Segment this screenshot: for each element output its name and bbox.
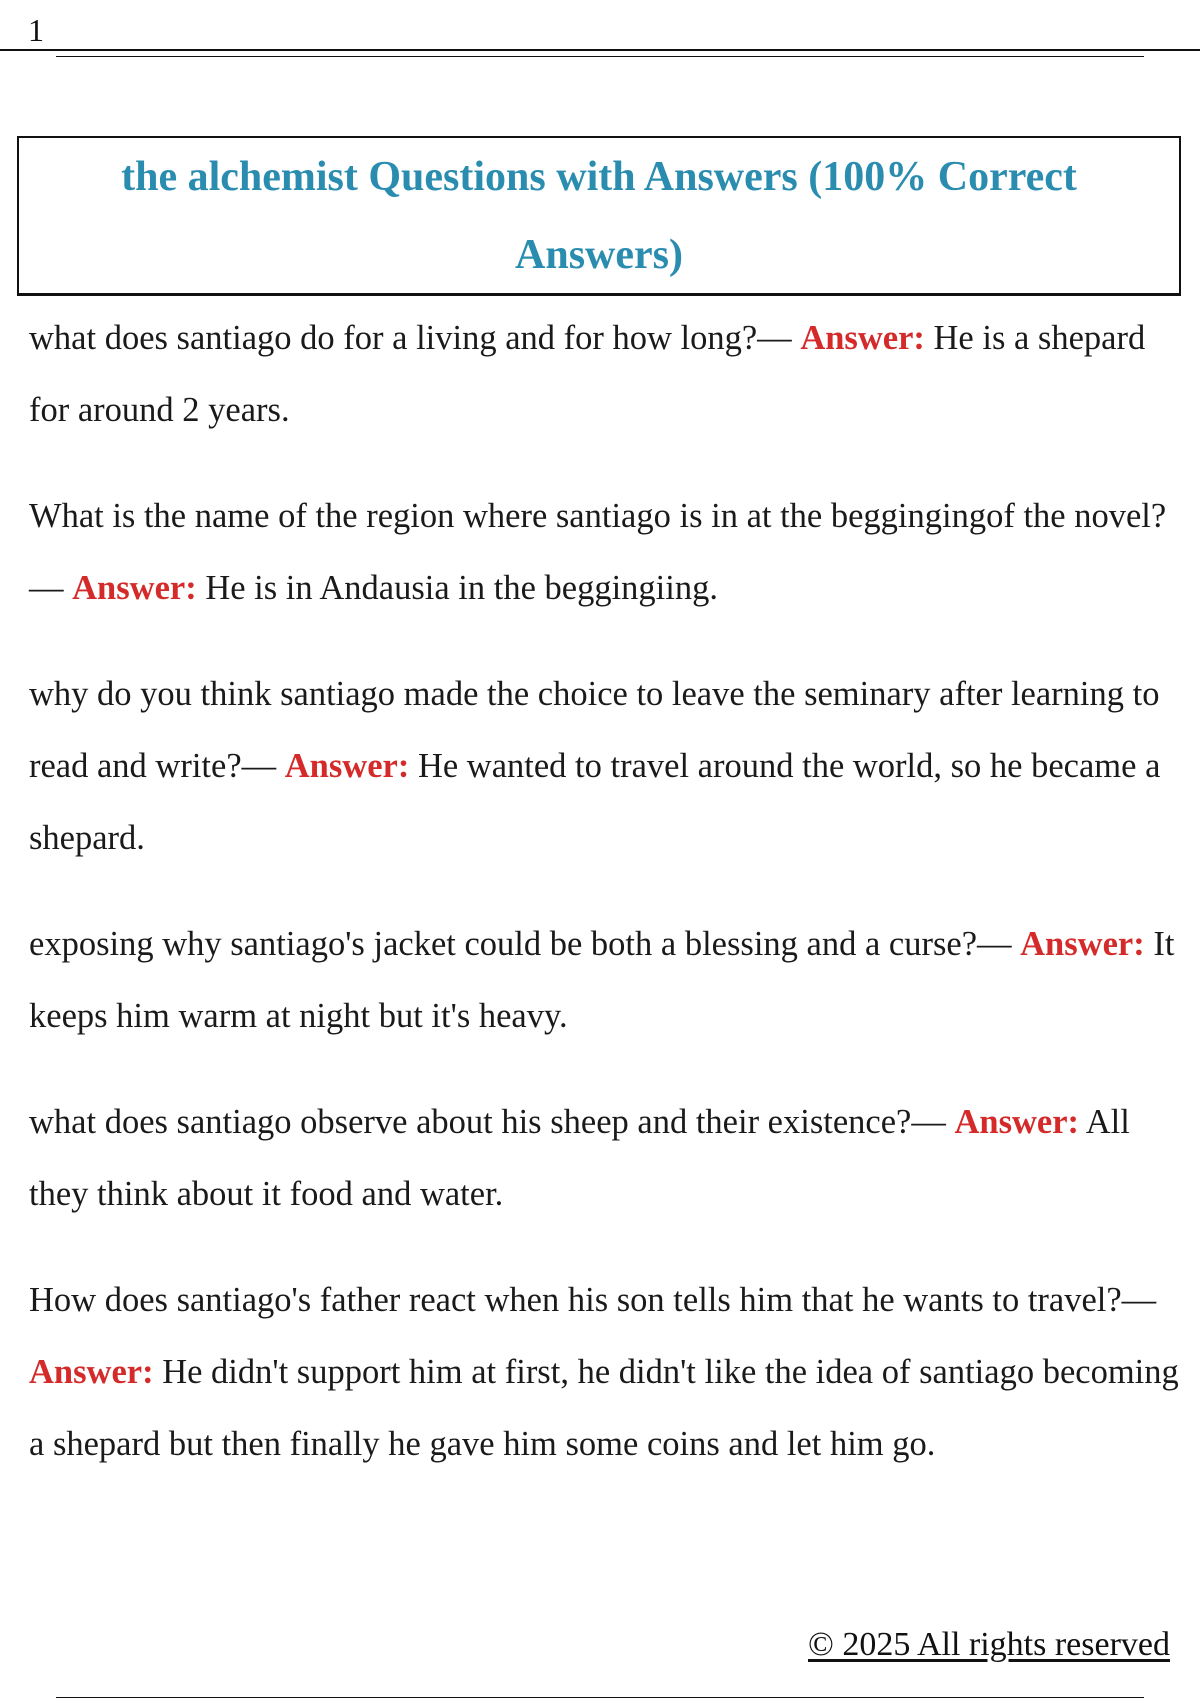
qa-item	[29, 1086, 1179, 1230]
header-rule-inner	[56, 56, 1144, 57]
question-text: What is the name of the region where santiago is in at the beggingingof the novel?—	[29, 497, 1167, 607]
qa-item	[29, 908, 1179, 1052]
answer-text: It keeps him warm at night but it's heavy.	[29, 925, 1175, 1035]
answer-label: Answer:	[29, 1353, 154, 1391]
question-text: How does santiago's father react when his son tells him that he wants to travel?—	[29, 1281, 1157, 1319]
answer-label: Answer:	[800, 319, 925, 357]
page-number: 1	[28, 12, 44, 48]
qa-item	[29, 480, 1179, 624]
footer-rule	[56, 1697, 1144, 1698]
answer-label: Answer:	[954, 1103, 1080, 1141]
qa-item	[29, 1264, 1179, 1480]
question-text: what does santiago do for a living and for how long?—	[29, 319, 801, 357]
answer-label: Answer:	[72, 569, 197, 607]
qa-item	[29, 658, 1179, 874]
answer-text: He wanted to travel around the world, so he became a shepard.	[29, 747, 1161, 857]
answer-text: He is a shepard for around 2 years.	[29, 319, 1146, 429]
title-box	[17, 136, 1181, 296]
qa-list	[29, 302, 1179, 1514]
answer-text: He is in Andausia in the beggingiing.	[196, 569, 718, 607]
copyright-notice: © 2025 All rights reserved	[808, 1626, 1170, 1663]
answer-label: Answer:	[284, 747, 410, 785]
header-rule	[0, 49, 1200, 51]
question-text: why do you think santiago made the choice to leave the seminary after learning to read and write?—	[29, 675, 1160, 785]
answer-label: Answer:	[1020, 925, 1145, 963]
answer-text: All they think about it food and water.	[29, 1103, 1130, 1213]
question-text: exposing why santiago's jacket could be both a blessing and a curse?—	[29, 925, 1021, 963]
answer-text: He didn't support him at first, he didn't like the idea of santiago becoming a shepard but then finally he gave him some coins and let him go.	[29, 1353, 1179, 1463]
qa-item	[29, 302, 1179, 446]
question-text: what does santiago observe about his sheep and their existence?—	[29, 1103, 955, 1141]
document-title: the alchemist Questions with Answers (100% Correct Answers)	[121, 153, 1077, 278]
